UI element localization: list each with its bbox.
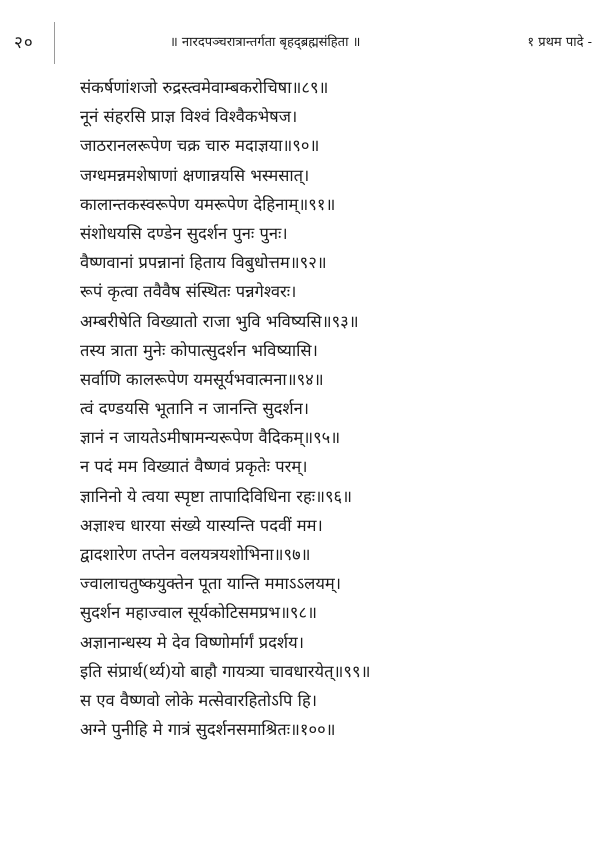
verse-line: न पदं मम विख्यातं वैष्णवं प्रकृतेः परम्। xyxy=(80,457,308,477)
verse-line: कालान्तकस्वरूपेण यमरूपेण देहिनाम्॥९१॥ xyxy=(80,194,336,214)
verse-line: अग्ने पुनीहि मे गात्रं सुदर्शनसमाश्रितः॥१००॥ xyxy=(80,720,336,740)
header-divider xyxy=(54,22,55,64)
running-title: ॥ नारदपञ्चरात्रान्तर्गता बृहद्ब्रह्मसंहिता ॥ xyxy=(170,35,361,50)
verse-line: अज्ञाश्च धारया संख्ये यास्यन्ति पदवीं मम। xyxy=(80,515,323,535)
verse-line: ज्ञानं न जायतेऽमीषामन्यरूपेण वैदिकम्॥९५॥ xyxy=(80,428,341,448)
verse-line: अम्बरीषेति विख्यातो राजा भुवि भविष्यसि॥९३॥ xyxy=(80,311,359,331)
verse-line: स एव वैष्णवो लोके मत्सेवारहितोऽपि हि। xyxy=(80,690,317,710)
verse-line: त्वं दण्डयसि भूतानि न जानन्ति सुदर्शन। xyxy=(80,399,310,419)
verse-list xyxy=(80,73,595,744)
verse-line: रूपं कृत्वा तवैवैष संस्थितः पन्नगेश्वरः। xyxy=(80,282,297,302)
verse-line: जाठरानलरूपेण चक्र चारु मदाज्ञया॥९०॥ xyxy=(80,136,320,156)
verse-line: संशोधयसि दण्डेन सुदर्शन पुनः पुनः। xyxy=(80,223,288,243)
verse-line: जग्धमन्नमशेषाणां क्षणान्नयसि भस्मसात्। xyxy=(80,165,310,185)
verse-line: ज्वालाचतुष्कयुक्तेन पूता यान्ति ममाऽऽलयम्। xyxy=(80,574,342,594)
verse-line: अज्ञानान्धस्य मे देव विष्णोर्मार्गं प्रदर्शय। xyxy=(80,632,304,652)
verse-line: द्वादशारेण तप्तेन वलयत्रयशोभिना॥९७॥ xyxy=(80,545,311,564)
section-label: १ प्रथम पादे - xyxy=(527,35,592,50)
verse-line: सुदर्शन महाज्वाल सूर्यकोटिसमप्रभ॥९८॥ xyxy=(80,603,317,623)
page-header xyxy=(0,0,600,70)
verse-line: ज्ञानिनो ये त्वया स्पृष्टा तापादिविधिना रहः॥९६॥ xyxy=(80,486,353,506)
page-number: २० xyxy=(14,33,34,53)
verse-line: तस्य त्राता मुनेः कोपात्सुदर्शन भविष्यासि। xyxy=(80,340,318,360)
verse-line: इति संप्रार्थ(र्थ्य)यो बाहौ गायत्र्या चावधारयेत्॥९९॥ xyxy=(80,661,371,681)
verse-line: नूनं संहरसि प्राज्ञ विश्वं विश्वैकभेषज। xyxy=(80,107,298,127)
verse-line: वैष्णवानां प्रपन्नानां हिताय विबुधोत्तम॥९२॥ xyxy=(80,253,327,273)
verse-line: संकर्षणांशजो रुद्रस्त्वमेवाम्बकरोचिषा॥८९॥ xyxy=(80,78,329,97)
verse-line: सर्वाणि कालरूपेण यमसूर्यभवात्मना॥९४॥ xyxy=(80,369,324,389)
